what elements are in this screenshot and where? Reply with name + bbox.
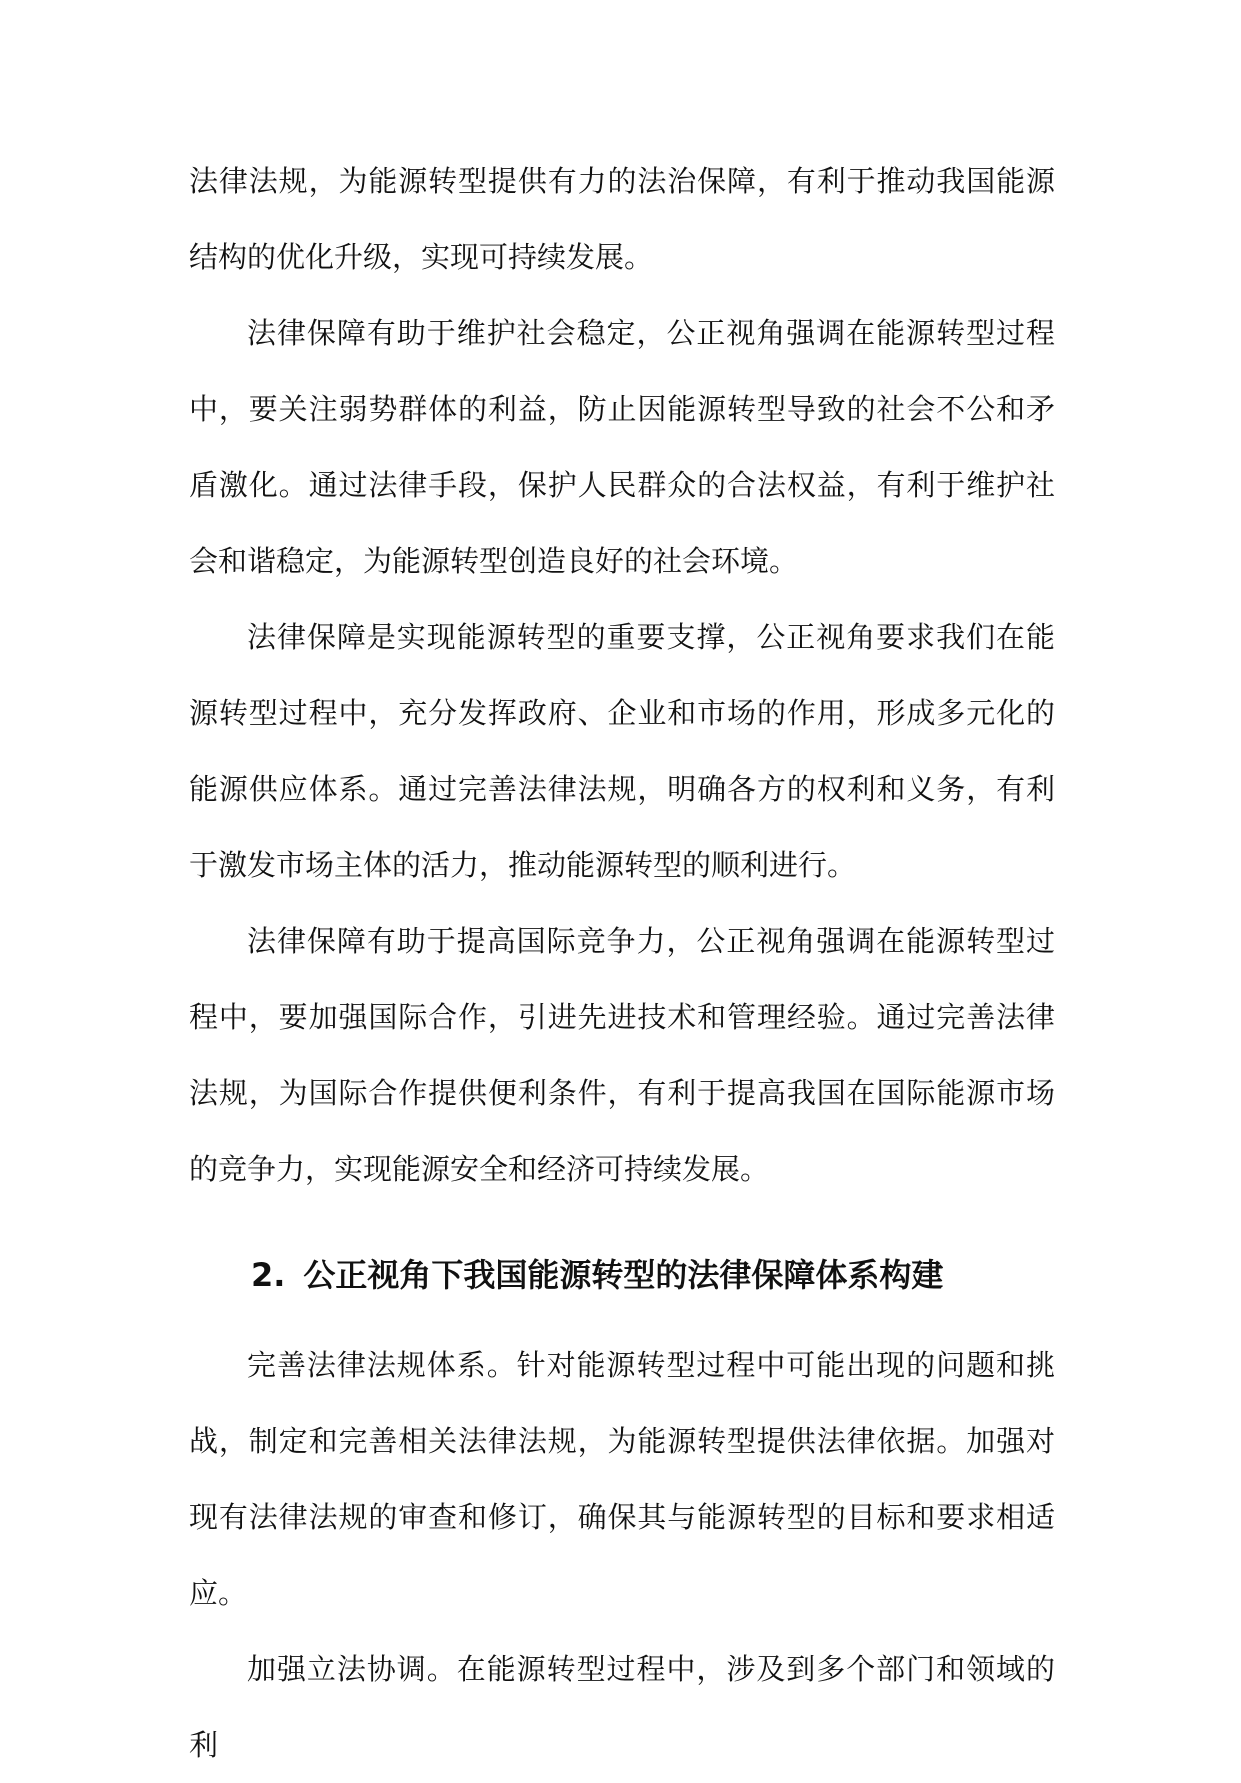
- paragraph-legislative-coordination: 加强立法协调。在能源转型过程中，涉及到多个部门和领域的利: [189, 1652, 1055, 1762]
- paragraph-continuation: 法律法规，为能源转型提供有力的法治保障，有利于推动我国能源结构的优化升级，实现可持续发展。: [189, 164, 1055, 274]
- paragraph-legal-system: 完善法律法规体系。针对能源转型过程中可能出现的问题和挑战，制定和完善相关法律法规，为能源转型提供法律依据。加强对现有法律法规的审查和修订，确保其与能源转型的目标和要求相适应。: [189, 1348, 1055, 1610]
- document-body: [189, 143, 1055, 1783]
- paragraph-social-stability: 法律保障有助于维护社会稳定，公正视角强调在能源转型过程中，要关注弱势群体的利益，防止因能源转型导致的社会不公和矛盾激化。通过法律手段，保护人民群众的合法权益，有利于维护社会和谐稳定，为能源转型创造良好的社会环境。: [189, 316, 1055, 578]
- paragraph-important-support: 法律保障是实现能源转型的重要支撑，公正视角要求我们在能源转型过程中，充分发挥政府、企业和市场的作用，形成多元化的能源供应体系。通过完善法律法规，明确各方的权利和义务，有利于激发市场主体的活力，推动能源转型的顺利进行。: [189, 620, 1055, 882]
- paragraph-international-competitiveness: 法律保障有助于提高国际竞争力，公正视角强调在能源转型过程中，要加强国际合作，引进先进技术和管理经验。通过完善法律法规，为国际合作提供便利条件，有利于提高我国在国际能源市场的竞争力，实现能源安全和经济可持续发展。: [189, 924, 1055, 1186]
- section-number: 2.: [251, 1256, 286, 1294]
- section-heading: [189, 1245, 1055, 1305]
- section-title: 公正视角下我国能源转型的法律保障体系构建: [303, 1256, 944, 1294]
